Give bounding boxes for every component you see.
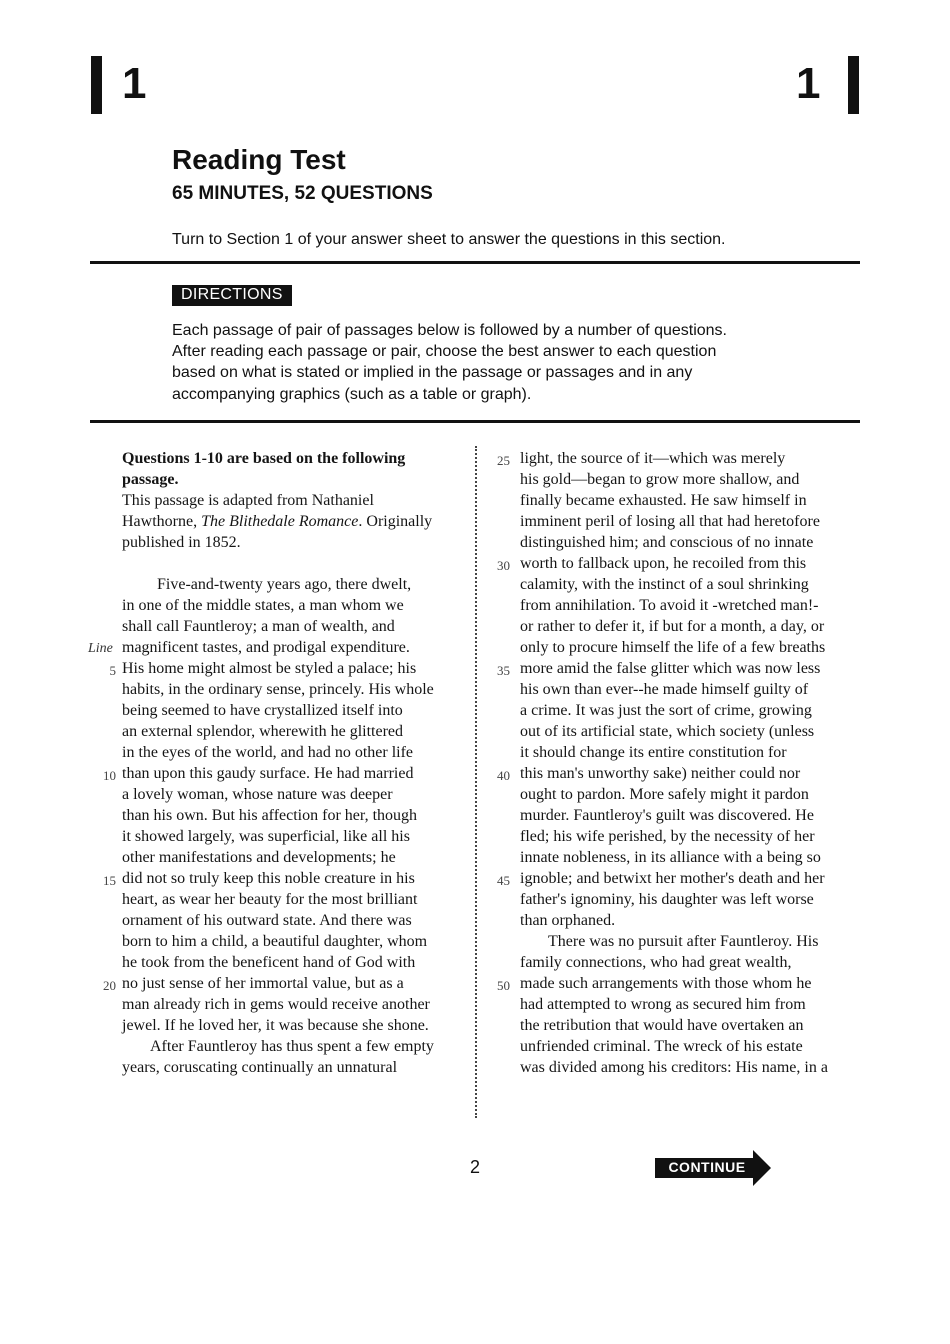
passage-line: jewel. If he loved her, it was because she shone.	[122, 1017, 429, 1034]
passage-source-line	[122, 511, 467, 532]
line-number: 20	[103, 978, 116, 993]
passage-line: 10 than upon this gaudy surface. He had married	[122, 763, 467, 784]
directions-label: DIRECTIONS	[172, 285, 292, 306]
passage-line: father's ignominy, his daughter was left worse	[520, 891, 814, 908]
passage-line: Five-and-twenty years ago, there dwelt,	[157, 576, 412, 593]
passage-line: man already rich in gems would receive another	[122, 996, 430, 1013]
passage-intro-heading: passage.	[122, 471, 179, 488]
passage-line: other manifestations and developments; he	[122, 849, 396, 866]
line-number: 35	[497, 663, 510, 678]
passage-source-line: This passage is adapted from Nathaniel	[122, 492, 374, 509]
passage-line: it should change its entire constitution for	[520, 744, 787, 761]
passage-source-line: published in 1852.	[122, 534, 241, 551]
passage-line: unfriended criminal. The wreck of his estate	[520, 1038, 803, 1055]
passage-line: 35 more amid the false glitter which was now less	[520, 658, 865, 679]
passage-line: Line magnificent tastes, and prodigal expenditure.	[122, 637, 467, 658]
passage-line: imminent peril of losing all that had heretofore	[520, 513, 820, 530]
passage-line: innate nobleness, in its alliance with a being so	[520, 849, 821, 866]
passage-line: 25 light, the source of it—which was merely	[520, 448, 865, 469]
passage-line: calamity, with the instinct of a soul shrinking	[520, 576, 809, 593]
passage-line: years, coruscating continually an unnatural	[122, 1059, 398, 1076]
passage-line: born to him a child, a beautiful daughter, whom	[122, 933, 428, 950]
passage-line: in the eyes of the world, and had no other life	[122, 744, 414, 761]
directions-line: accompanying graphics (such as a table or graph).	[172, 385, 532, 403]
directions-line: After reading each passage or pair, choose the best answer to each question	[172, 343, 717, 361]
passage-line: only to procure himself the life of a few breaths	[520, 639, 826, 656]
passage-line: shall call Fauntleroy; a man of wealth, and	[122, 618, 395, 635]
passage-right-column	[497, 448, 865, 1078]
passage-line: 40 this man's unworthy sake) neither could nor	[520, 763, 865, 784]
passage-intro-heading: Questions 1-10 are based on the following	[122, 450, 406, 467]
passage-line: was divided among his creditors: His name, in a	[520, 1059, 828, 1076]
passage-line: from annihilation. To avoid it -wretched man!-	[520, 597, 819, 614]
continue-label: CONTINUE	[668, 1159, 746, 1175]
source-author: Hawthorne,	[122, 513, 202, 530]
line-number: 15	[103, 873, 116, 888]
passage-line: ornament of his outward state. And there was	[122, 912, 412, 929]
section-marker-bar-left	[91, 56, 102, 114]
page-title: Reading Test	[172, 144, 346, 175]
passage-line: heart, as wear her beauty for the most brilliant	[122, 891, 418, 908]
passage-line: or rather to defer it, if but for a month, a day, or	[520, 618, 825, 635]
answer-sheet-instruction: Turn to Section 1 of your answer sheet to answer the questions in this section.	[172, 231, 726, 248]
section-number-right: 1	[796, 59, 821, 108]
directions-line: Each passage of pair of passages below is followed by a number of questions.	[172, 322, 727, 339]
page-number: 2	[469, 1157, 480, 1177]
passage-line: being seemed to have crystallized itself into	[122, 702, 403, 719]
passage-line: 30 worth to fallback upon, he recoiled from this	[520, 553, 865, 574]
source-after: . Originally	[358, 513, 433, 530]
passage-line: in one of the middle states, a man whom we	[122, 597, 404, 614]
bottom-divider-rule	[90, 420, 860, 423]
passage-line: than orphaned.	[520, 912, 616, 929]
passage-line: 15 did not so truly keep this noble creature in his	[122, 868, 467, 889]
passage-line: murder. Fauntleroy's guilt was discovered. He	[520, 807, 814, 824]
passage-line: a crime. It was just the sort of crime, growing	[520, 702, 812, 719]
passage-line: than his own. But his affection for her, though	[122, 807, 418, 824]
passage-line: his gold—began to grow more shallow, and	[520, 471, 800, 488]
line-number: 25	[497, 453, 510, 468]
passage-left-column	[88, 448, 467, 1078]
passage-line: family connections, who had great wealth,	[520, 954, 792, 971]
passage-line: habits, in the ordinary sense, princely. His whole	[122, 681, 434, 698]
passage-line: distinguished him; and conscious of no innate	[520, 534, 814, 551]
passage-line: There was no pursuit after Fauntleroy. His	[548, 933, 819, 950]
passage-line: 20 no just sense of her immortal value, but as a	[122, 973, 467, 994]
passage-line: 50 made such arrangements with those whom he	[520, 973, 865, 994]
passage-line: ought to pardon. More safely might it pardon	[520, 786, 809, 803]
source-book-title: The Blithedale Romance	[201, 513, 359, 530]
passage-line: an external splendor, wherewith he glittered	[122, 723, 404, 740]
passage-line: it showed largely, was superficial, like all his	[122, 828, 410, 845]
passage-line: finally became exhausted. He saw himself in	[520, 492, 807, 509]
line-number: 10	[103, 768, 116, 783]
passage-line: had attempted to wrong as secured him from	[520, 996, 806, 1013]
continue-button[interactable]	[655, 1150, 773, 1184]
line-number: 5	[109, 663, 116, 678]
line-label: Line	[88, 641, 113, 656]
test-duration-subtitle: 65 MINUTES, 52 QUESTIONS	[172, 183, 433, 204]
directions-line: based on what is stated or implied in the passage or passages and in any	[172, 364, 693, 382]
passage-line: out of its artificial state, which society (unless	[520, 723, 815, 740]
passage-line: he took from the beneficent hand of God with	[122, 954, 416, 971]
passage-line: the retribution that would have overtaken an	[520, 1017, 804, 1034]
passage-line: a lovely woman, whose nature was deeper	[122, 786, 393, 803]
passage-line: fled; his wife perished, by the necessity of her	[520, 828, 815, 845]
line-number: 30	[497, 558, 510, 573]
directions-text	[172, 320, 802, 405]
line-number: 45	[497, 873, 510, 888]
top-divider-rule	[90, 261, 860, 264]
line-number: 50	[497, 978, 510, 993]
section-marker-bar-right	[848, 56, 859, 114]
passage-line: 45 ignoble; and betwixt her mother's death and her	[520, 868, 865, 889]
passage-line: his own than ever--he made himself guilty of	[520, 681, 809, 698]
line-number: 40	[497, 768, 510, 783]
passage-line: After Fauntleroy has thus spent a few empty	[150, 1038, 434, 1055]
column-divider	[475, 446, 477, 1118]
passage-line: 5 His home might almost be styled a palace; his	[122, 658, 467, 679]
section-number-left: 1	[122, 59, 147, 108]
